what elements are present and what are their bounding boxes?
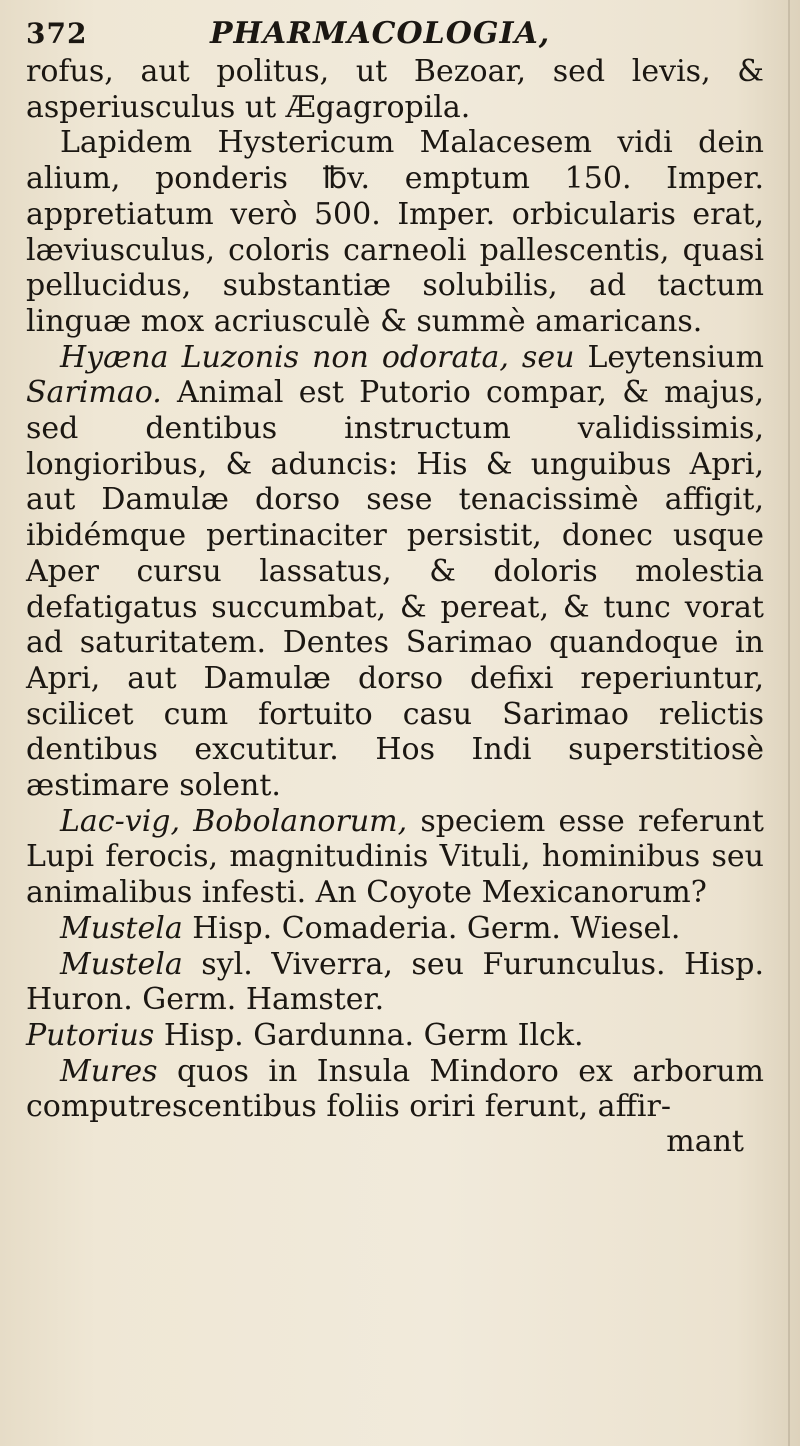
paragraph-hyaena: Hyæna Luzonis non odorata, seu Leytensium Sarimao. Animal est Putorio compar, & majus, sed dentibus instructum validissimis, longioribus, & aduncis: His & unguibus Apri, aut Damulæ dorso sese tenacissimè affigit, ibidémque pertinaciter persistit, donec usque Aper cursu lassatus, & doloris molestia defatigatus succumbat, & pereat, & tunc vorat ad saturitatem. Dentes Sarimao quandoque in Apri, aut Damulæ dorso defixi reperiuntur, scilicet cum fortuito casu Sarimao relictis dentibus excutitur. Hos Indi superstitiosè æstimare solent. [26,339,764,804]
running-head [26,14,764,54]
entry-term: Hyæna Luzonis non odorata, seu [60,339,575,375]
page-edge [788,0,790,1446]
page-number: 372 [26,17,88,50]
paragraph-mustela: Mustela Hisp. Comaderia. Germ. Wiesel. [60,910,681,946]
entry-term: Mures [60,1053,158,1089]
paragraph-mustela-syl: Mustela syl. Viverra, seu Furunculus. Hisp. Huron. Germ. Hamster. [26,946,764,1018]
paragraph-lapis-hystericus: Lapidem Hystericum Malacesem vidi dein alium, ponderis ℔v. emptum 150. Imper. appretiatum verò 500. Imper. orbicularis erat, læviusculus, coloris carneoli pallescentis, quasi pellucidus, substantiæ solubilis, ad tactum linguæ mox acriusculè & summè amaricans. [26,125,764,339]
entry-term: Mustela [60,910,183,946]
entry-term: Mustela [60,946,183,982]
entry-term: Sarimao. [26,375,162,411]
running-title: PHARMACOLOGIA, [210,16,551,51]
body-text [26,54,764,1125]
paragraph-continuation: rofus, aut politus, ut Bezoar, sed levis, & asperiusculus ut Ægagropila. [26,54,764,125]
entry-term: Putorius [26,1017,155,1053]
paragraph-lac-vig: Lac-vig, Bobolanorum, speciem esse referunt Lupi ferocis, magnitudinis Vituli, hominibus seu animalibus infesti. An Coyote Mexicanorum? [26,803,764,911]
paragraph-putorius: Putorius Hisp. Gardunna. Germ Ilck. [26,1017,584,1053]
entry-term: Lac-vig, Bobolanorum, [60,803,408,839]
paragraph-mures: Mures quos in Insula Mindoro ex arborum computrescentibus foliis oriri ferunt, affir- [26,1053,764,1125]
catchword: mant [666,1124,744,1160]
